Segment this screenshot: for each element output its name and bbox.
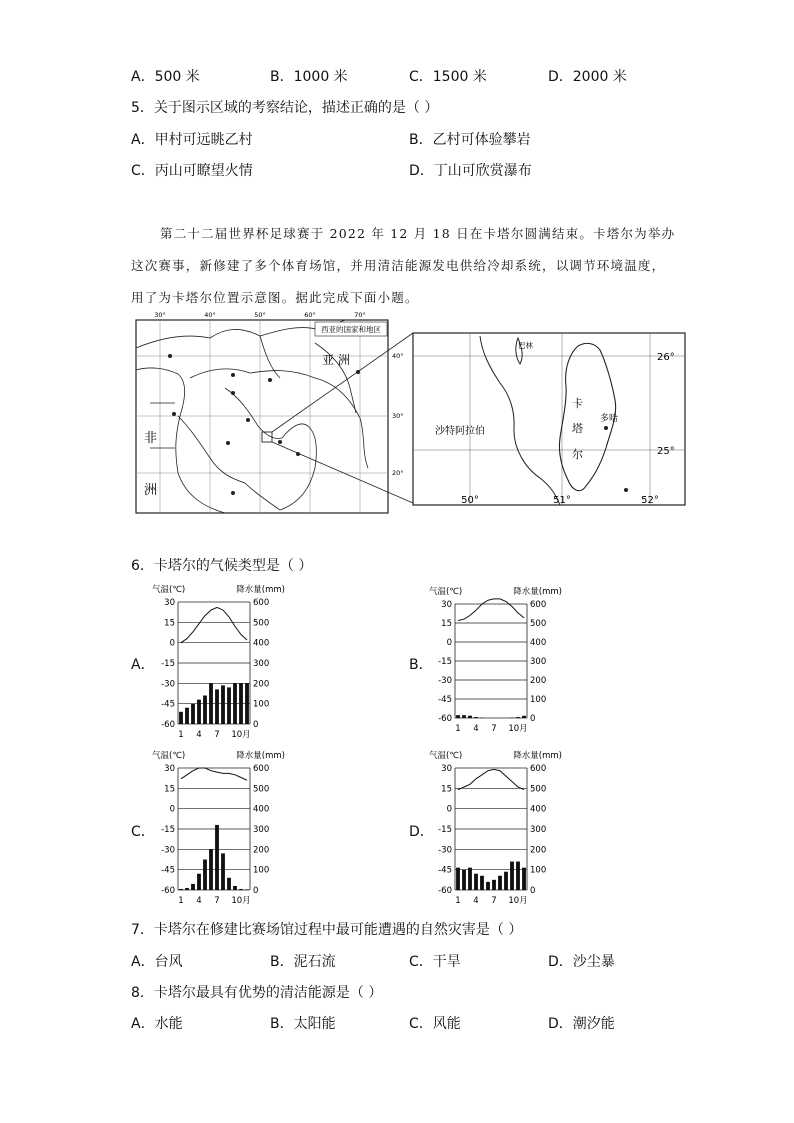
lon-label: 30°	[154, 311, 166, 319]
precip-bar	[498, 876, 502, 890]
qatar-location-map	[130, 308, 690, 518]
q8-option-b[interactable]: B．太阳能	[270, 1016, 336, 1032]
temp-line	[181, 607, 247, 642]
qatar-label-1: 卡	[572, 397, 583, 410]
temp-tick-label: -45	[161, 699, 175, 710]
temp-tick-label: -30	[161, 845, 175, 856]
saudi-label: 沙特阿拉伯	[435, 426, 485, 437]
temp-tick-label: -30	[438, 845, 452, 856]
precip-bar	[462, 870, 466, 890]
small-island	[624, 488, 628, 492]
precip-axis-title: 降水量(mm)	[513, 587, 562, 597]
temp-tick-label: 15	[164, 784, 175, 795]
precip-bar	[197, 874, 201, 890]
precip-bar	[209, 849, 213, 890]
temp-tick-label: -60	[161, 720, 175, 730]
temp-tick-label: 30	[441, 600, 452, 610]
qatar-label-2: 塔	[572, 422, 583, 435]
precip-bar	[522, 716, 526, 718]
temp-tick-label: 30	[441, 764, 452, 774]
climate-chart-b	[427, 582, 562, 742]
month-tick-label: 10月	[508, 724, 528, 734]
month-tick-label: 4	[196, 730, 202, 740]
precip-tick-label: 600	[530, 600, 547, 610]
q8-option-a[interactable]: A．水能	[131, 1016, 183, 1032]
temp-tick-label: -60	[438, 714, 452, 724]
precip-tick-label: 400	[253, 804, 270, 815]
month-tick-label: 10月	[508, 896, 528, 906]
precip-tick-label: 0	[530, 886, 536, 896]
month-tick-label: 1	[178, 730, 184, 740]
q6-stem: 6．卡塔尔的气候类型是（ ）	[131, 558, 313, 574]
temp-tick-label: -60	[438, 886, 452, 896]
lon-label: 70°	[354, 311, 366, 319]
q8-option-c[interactable]: C．风能	[409, 1016, 461, 1032]
precip-axis-title: 降水量(mm)	[236, 585, 285, 595]
temp-axis-title: 气温(℃)	[429, 587, 463, 597]
precip-tick-label: 200	[530, 676, 547, 686]
precip-tick-label: 600	[253, 598, 270, 608]
precip-axis-title: 降水量(mm)	[236, 751, 285, 761]
precip-bar	[516, 862, 520, 890]
month-tick-label: 7	[214, 896, 220, 906]
precip-bar	[462, 715, 466, 718]
temp-tick-label: 30	[164, 764, 175, 774]
precip-tick-label: 100	[530, 865, 547, 876]
precip-tick-label: 0	[253, 886, 259, 896]
precip-bar	[203, 860, 207, 891]
temp-tick-label: -45	[161, 865, 175, 876]
month-tick-label: 1	[455, 896, 461, 906]
climate-chart-d	[427, 746, 562, 914]
month-tick-label: 1	[178, 896, 184, 906]
lat-label: 20°	[392, 469, 404, 477]
precip-tick-label: 400	[253, 638, 270, 649]
climate-chart-a	[150, 580, 285, 748]
month-tick-label: 4	[473, 896, 479, 906]
precip-bar	[197, 700, 201, 724]
q4-option-c[interactable]: C．1500 米	[409, 69, 487, 85]
precip-bar	[185, 888, 189, 890]
q6-option-d[interactable]: D．	[409, 824, 434, 840]
precip-bar	[492, 880, 496, 890]
temp-axis-title: 气温(℃)	[152, 585, 186, 595]
precip-bar	[233, 886, 237, 890]
precip-bar	[516, 717, 520, 718]
precip-bar	[474, 874, 478, 890]
temp-tick-label: 15	[441, 784, 452, 795]
detail-lon-label: 50°	[461, 495, 479, 506]
region-label-asia: 亚 洲	[322, 353, 350, 367]
temp-tick-label: -60	[161, 886, 175, 896]
precip-tick-label: 0	[253, 720, 259, 730]
precip-bar	[456, 715, 460, 718]
temp-tick-label: 0	[446, 804, 452, 815]
q4-option-a[interactable]: A．500 米	[131, 69, 200, 85]
precip-bar	[522, 868, 526, 890]
bahrain-label: 巴林	[518, 341, 533, 350]
region-label-africa-1: 非	[144, 431, 158, 446]
precip-bar	[239, 889, 243, 890]
q5-option-b[interactable]: B．乙村可体验攀岩	[409, 132, 531, 148]
q6-option-c[interactable]: C．	[131, 824, 155, 840]
qatar-detail-frame	[413, 333, 685, 505]
temp-tick-label: -30	[161, 679, 175, 690]
precip-tick-label: 600	[530, 764, 547, 774]
temp-tick-label: -45	[438, 695, 452, 705]
precip-axis-title: 降水量(mm)	[513, 751, 562, 761]
q4-option-b[interactable]: B．1000 米	[270, 69, 348, 85]
precip-tick-label: 200	[253, 845, 270, 856]
q5-option-d[interactable]: D．丁山可欣赏瀑布	[409, 163, 532, 179]
temp-tick-label: 0	[446, 638, 452, 648]
precip-bar	[456, 868, 460, 890]
precip-tick-label: 200	[253, 679, 270, 690]
q6-option-b[interactable]: B．	[409, 657, 433, 673]
temp-axis-title: 气温(℃)	[152, 751, 186, 761]
precip-bar	[468, 868, 472, 890]
precip-bar	[504, 872, 508, 890]
precip-bar	[185, 708, 189, 724]
q8-stem: 8．卡塔尔最具有优势的清洁能源是（ ）	[131, 985, 383, 1001]
precip-bar	[245, 683, 249, 724]
q7-option-a[interactable]: A．台风	[131, 954, 183, 970]
precip-bar	[179, 889, 183, 890]
precip-tick-label: 500	[253, 618, 270, 629]
precip-tick-label: 400	[530, 804, 547, 815]
precip-bar	[480, 876, 484, 890]
precip-bar	[221, 853, 225, 890]
q7-option-b[interactable]: B．泥石流	[270, 954, 336, 970]
lon-label: 50°	[254, 311, 266, 319]
precip-tick-label: 0	[530, 714, 536, 724]
q6-option-a[interactable]: A．	[131, 657, 155, 673]
detail-lon-label: 52°	[641, 495, 659, 506]
precip-tick-label: 300	[253, 825, 270, 835]
precip-bar	[245, 889, 249, 890]
month-tick-label: 7	[491, 724, 497, 734]
precip-bar	[203, 696, 207, 724]
precip-tick-label: 300	[530, 825, 547, 835]
temp-tick-label: -15	[161, 659, 175, 669]
precip-bar	[191, 704, 195, 724]
precip-tick-label: 100	[530, 695, 547, 705]
month-tick-label: 7	[214, 730, 220, 740]
passage-line-3: 用了为卡塔尔位置示意图。据此完成下面小题。	[131, 290, 419, 305]
precip-bar	[209, 683, 213, 724]
precip-bar	[179, 712, 183, 724]
passage-line-1: 第二十二届世界杯足球赛于 2022 年 12 月 18 日在卡塔尔圆满结束。卡塔尔为举办	[160, 226, 676, 241]
climate-chart-c	[150, 746, 285, 914]
precip-tick-label: 500	[530, 619, 547, 629]
temp-tick-label: -15	[438, 657, 452, 667]
precip-tick-label: 400	[530, 638, 547, 648]
precip-bar	[191, 884, 195, 890]
passage-line-2: 这次赛事，新修建了多个体育场馆，并用清洁能源发电供给冷却系统，以调节环境温度，	[131, 258, 666, 273]
precip-tick-label: 100	[253, 865, 270, 876]
month-tick-label: 1	[455, 724, 461, 734]
region-label-africa-2: 洲	[144, 483, 158, 498]
temp-line	[458, 599, 524, 621]
lon-label: 60°	[304, 311, 316, 319]
detail-lon-label: 51°	[553, 495, 571, 506]
precip-bar	[215, 825, 219, 890]
precip-tick-label: 300	[253, 659, 270, 669]
temp-tick-label: -45	[438, 865, 452, 876]
temp-line	[181, 768, 247, 780]
precip-bar	[233, 683, 237, 724]
precip-bar	[486, 882, 490, 890]
temp-tick-label: -30	[438, 676, 452, 686]
q7-stem: 7．卡塔尔在修建比赛场馆过程中最可能遭遇的自然灾害是（ ）	[131, 922, 523, 938]
month-tick-label: 10月	[231, 730, 251, 740]
q4-option-d[interactable]: D．2000 米	[548, 69, 627, 85]
precip-tick-label: 200	[530, 845, 547, 856]
precip-bar	[474, 717, 478, 718]
lat-label: 40°	[392, 352, 404, 360]
precip-tick-label: 500	[253, 784, 270, 795]
temp-tick-label: 0	[169, 638, 175, 649]
month-tick-label: 4	[473, 724, 479, 734]
precip-bar	[239, 683, 243, 724]
month-tick-label: 10月	[231, 896, 251, 906]
temp-axis-title: 气温(℃)	[429, 751, 463, 761]
temp-tick-label: 0	[169, 804, 175, 815]
q5-option-a[interactable]: A．甲村可远眺乙村	[131, 132, 253, 148]
q5-option-c[interactable]: C．丙山可瞭望火情	[131, 163, 253, 179]
precip-tick-label: 300	[530, 657, 547, 667]
month-tick-label: 7	[491, 896, 497, 906]
temp-tick-label: 15	[441, 619, 452, 629]
doha-label: 多哈	[600, 414, 619, 424]
q5-stem: 5．关于图示区域的考察结论，描述正确的是（ ）	[131, 100, 439, 116]
temp-tick-label: -15	[161, 825, 175, 835]
precip-bar	[510, 862, 514, 890]
lon-label: 40°	[204, 311, 216, 319]
month-tick-label: 4	[196, 896, 202, 906]
precip-bar	[215, 689, 219, 724]
temp-tick-label: 30	[164, 598, 175, 608]
precip-tick-label: 500	[530, 784, 547, 795]
temp-line	[458, 769, 524, 789]
precip-bar	[221, 685, 225, 724]
west-asia-map-frame	[136, 320, 388, 513]
inset-title: 西亚的国家和地区	[321, 325, 381, 334]
precip-tick-label: 600	[253, 764, 270, 774]
detail-lat-label: 25°	[657, 446, 675, 457]
qatar-label-3: 尔	[572, 448, 583, 461]
precip-tick-label: 100	[253, 699, 270, 710]
q8-option-d[interactable]: D．潮汐能	[548, 1016, 615, 1032]
q7-option-d[interactable]: D．沙尘暴	[548, 954, 615, 970]
lat-label: 30°	[392, 412, 404, 420]
detail-lat-label: 26°	[657, 352, 675, 363]
doha-marker	[604, 426, 608, 430]
precip-bar	[468, 716, 472, 718]
precip-bar	[227, 878, 231, 890]
q7-option-c[interactable]: C．干旱	[409, 954, 461, 970]
temp-tick-label: 15	[164, 618, 175, 629]
precip-bar	[227, 687, 231, 724]
temp-tick-label: -15	[438, 825, 452, 835]
